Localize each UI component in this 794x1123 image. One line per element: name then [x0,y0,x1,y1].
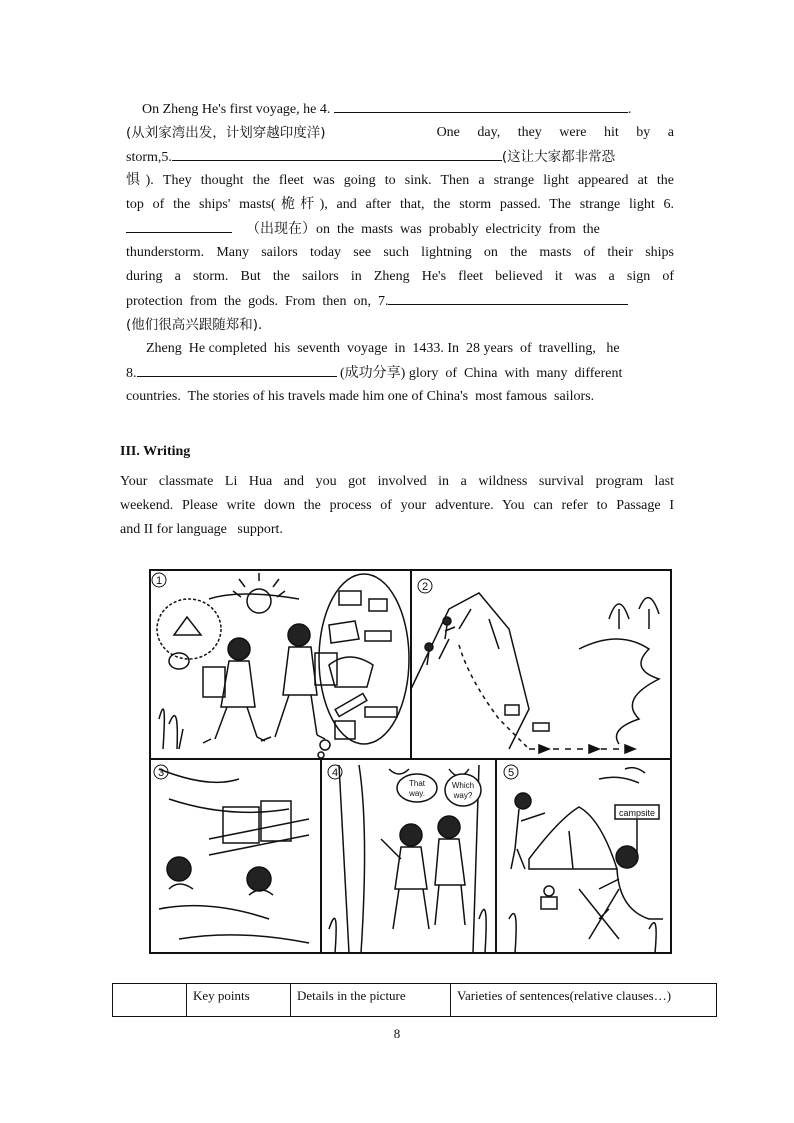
p1-line-3-text: storm,5. [126,150,172,165]
p1-line-6 [126,217,674,241]
p1-line-2-zh: (从刘家湾出发，计划穿越印度洋) [126,125,326,141]
p1-line-9-text: protection from the gods. From then on, 7. [126,294,389,309]
p2-line-3: countries. The stories of his travels made him one of China's most famous sailors. [126,389,595,404]
which-way-bubble-line1: Which [451,781,475,790]
p1-line-8: during a storm. But the sailors in Zheng He's fleet believed it was a sign of [126,269,674,284]
table-header-details[interactable]: Details in the picture [291,984,451,1017]
passage-paragraph-1 [126,97,674,337]
blank-6[interactable] [126,217,232,233]
p1-line-1 [126,97,674,121]
panel-2-number: 2 [421,581,429,593]
blank-7[interactable] [388,289,628,305]
comic-strip [149,569,672,954]
p2-line-2-text: (成功分享) glory of China with many different [340,366,623,381]
p1-line-9 [126,289,674,313]
table-row [113,984,717,1017]
writing-line-1: Your classmate Li Hua and you got involved in a wildness survival program last [120,474,674,489]
p1-line-1-text: On Zheng He's first voyage, he 4. [142,102,331,117]
writing-heading: III. Writing [120,444,191,459]
panel-3-number: 3 [157,767,165,779]
blank-8[interactable] [137,361,337,377]
writing-line-3: and II for language support. [120,522,283,537]
p1-line-6-text: （出现在）on the masts was probably electricity from the [246,222,600,237]
blank-5[interactable] [172,145,502,161]
writing-line-2: weekend. Please write down the process of your adventure. You can refer to Passage I [120,498,674,513]
table-header-varieties[interactable]: Varieties of sentences(relative clauses…) [451,984,717,1017]
p1-line-5: top of the ships' masts(桅杆), and after that, the storm passed. The strange light 6. [126,197,674,212]
table-header-key-points[interactable]: Key points [187,984,291,1017]
writing-instructions [120,470,674,542]
page-number: 8 [393,1026,401,1041]
panel-4-number: 4 [331,767,339,779]
that-way-bubble-line1: That [408,779,426,788]
summary-table [112,983,717,1017]
p1-line-3 [126,145,674,169]
p2-line-2-num: 8. [126,366,137,381]
that-way-bubble-line2: way. [409,789,425,798]
p2-line-1: Zheng He completed his seventh voyage in 1433. In 28 years of travelling, he [146,341,620,356]
p1-line-3-zh: (这让大家都非常恐 [501,149,616,165]
p1-line-2 [126,121,674,145]
panel-5-number: 5 [507,767,515,779]
p2-line-2 [126,361,674,385]
campsite-sign: campsite [618,808,656,818]
p1-line-7: thunderstorm. Many sailors today see such lightning on the masts of their ships [126,245,674,260]
blank-4[interactable] [334,97,628,113]
p1-line-10: (他们很高兴跟随郑和). [126,317,263,333]
p1-line-2-text: One day, they were hit by a [436,125,674,140]
p1-line-4: 惧). They thought the fleet was going to sink. Then a strange light appeared at the [126,173,674,188]
p1-line-1-end: . [627,102,632,117]
panel-1-number: 1 [155,575,163,587]
passage-paragraph-2 [126,337,674,409]
which-way-bubble-line2: way? [453,791,473,800]
table-header-empty[interactable] [113,984,187,1017]
